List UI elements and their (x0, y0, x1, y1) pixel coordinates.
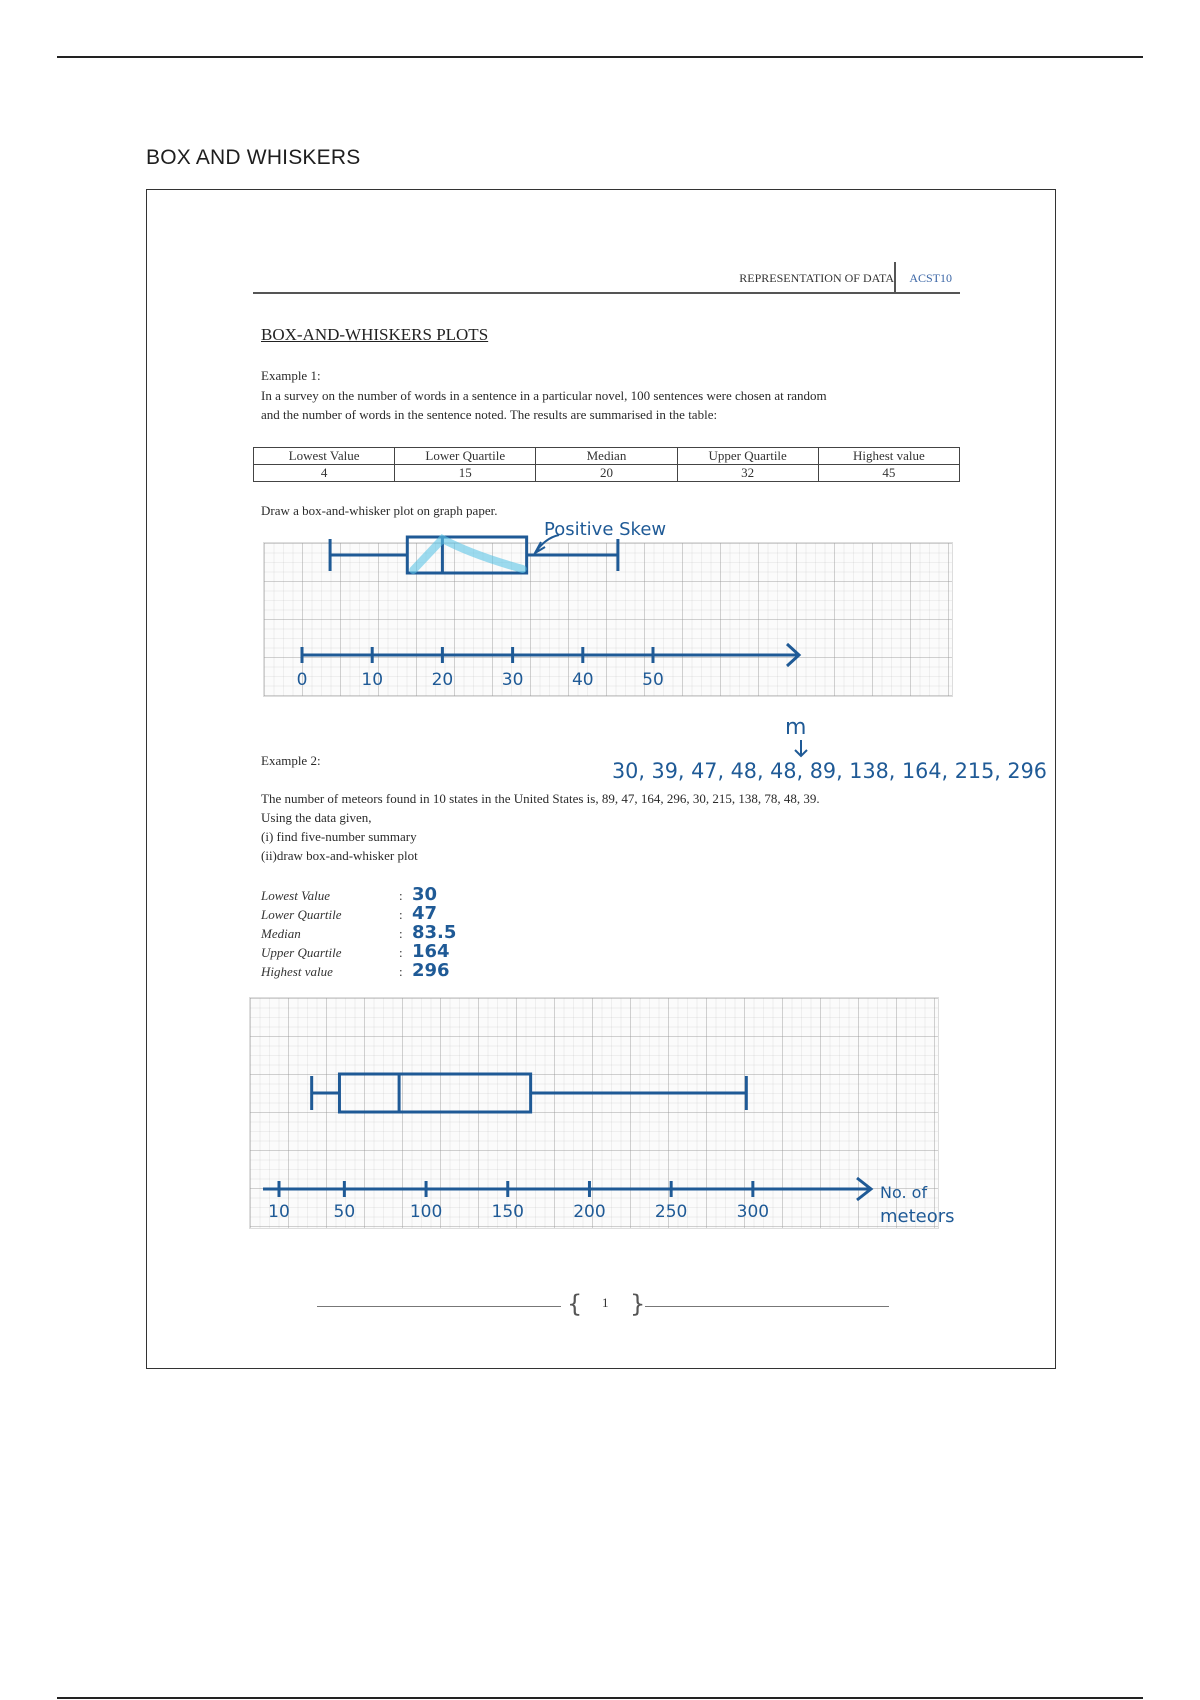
example1-label: Example 1: (261, 368, 321, 383)
example1-instruction: Draw a box-and-whisker plot on graph paper. (261, 503, 498, 518)
median-marker: m (785, 715, 807, 740)
summary-value-median: 83.5 (412, 922, 457, 943)
axis2-tick-label: 300 (736, 1202, 770, 1222)
footer-line-right (645, 1306, 889, 1307)
axis2-tick-label: 200 (573, 1202, 606, 1222)
table-header-cell: Lowest Value (254, 448, 395, 465)
footer-line-left (317, 1306, 561, 1307)
table-value-cell: 4 (254, 465, 395, 482)
axis2-tick-label: 10 (268, 1202, 290, 1222)
summary-colon: : (399, 888, 403, 903)
example1-text-line1: In a survey on the number of words in a sentence in a particular novel, 100 sentences were chosen at random (261, 388, 827, 403)
positive-skew-note: Positive Skew (544, 519, 667, 540)
footer-brace-left: { (567, 1290, 583, 1318)
axis1-tick-label: 0 (296, 670, 308, 690)
document-page (146, 189, 1056, 1369)
table-value-cell: 20 (536, 465, 677, 482)
table-header-cell: Upper Quartile (677, 448, 818, 465)
example2-text-line2: Using the data given, (261, 810, 372, 825)
sorted-data-note: 30, 39, 47, 48, 48, 89, 138, 164, 215, 296 (612, 759, 1047, 783)
axis1-tick-label: 50 (642, 670, 664, 690)
summary-value-highest: 296 (412, 960, 450, 981)
page-number: 1 (602, 1295, 609, 1310)
summary-colon: : (399, 964, 403, 979)
example2-boxplot (312, 1074, 747, 1112)
axis2-tick-label: 50 (333, 1202, 356, 1222)
axis2-tick-label: 100 (409, 1202, 443, 1222)
table-value-cell: 45 (818, 465, 959, 482)
summary-label-lower-quartile: Lower Quartile (261, 907, 342, 922)
arrow-down-icon (795, 740, 807, 756)
footer-brace-right: } (630, 1290, 646, 1318)
summary-colon: : (399, 926, 403, 941)
axis2-tick-label: 150 (491, 1202, 524, 1222)
header-course-code: ACST10 (909, 271, 952, 285)
summary-colon: : (399, 945, 403, 960)
axis2-label-line1: No. of (880, 1183, 928, 1202)
example2-text-line4: (ii)draw box-and-whisker plot (261, 848, 418, 863)
summary-value-lower-quartile: 47 (412, 903, 438, 924)
axis1-ticks (297, 647, 664, 690)
axis1-tick-label: 40 (571, 670, 594, 690)
example2-text-line3: (i) find five-number summary (261, 829, 417, 844)
axis1-tick-label: 20 (431, 670, 454, 690)
table-header-cell: Highest value (818, 448, 959, 465)
page-heading: BOX AND WHISKERS (146, 146, 361, 169)
summary-label-upper-quartile: Upper Quartile (261, 945, 342, 960)
header-section-title: REPRESENTATION OF DATA (739, 271, 894, 285)
summary-value-upper-quartile: 164 (412, 941, 450, 962)
top-rule (57, 56, 1143, 58)
handwriting-overlay (147, 190, 1057, 1370)
boxplot2-box (339, 1074, 530, 1112)
skew-highlight (413, 539, 522, 570)
axis1-tick-label: 30 (501, 670, 524, 690)
table-value-cell: 15 (395, 465, 536, 482)
summary-value-lowest: 30 (412, 884, 438, 905)
axis2-tick-label: 250 (654, 1202, 688, 1222)
table-value-cell: 32 (677, 465, 818, 482)
example1-text-line2: and the number of words in the sentence noted. The results are summarised in the table: (261, 407, 718, 422)
summary-label-highest: Highest value (261, 964, 333, 979)
summary-label-median: Median (261, 926, 301, 941)
axis1-tick-label: 10 (361, 670, 384, 690)
table-header-cell: Lower Quartile (395, 448, 536, 465)
summary-colon: : (399, 907, 403, 922)
example2-label: Example 2: (261, 753, 321, 768)
axis2-label-line2: meteors (880, 1206, 955, 1227)
document-title: BOX-AND-WHISKERS PLOTS (261, 325, 489, 344)
example2-text-line1: The number of meteors found in 10 states in the United States is, 89, 47, 164, 296, 30, 215, 138, 78, 48, 39. (261, 791, 820, 806)
summary-label-lowest: Lowest Value (261, 888, 330, 903)
bottom-rule (57, 1697, 1143, 1699)
table-header-cell: Median (536, 448, 677, 465)
axis2-ticks (268, 1181, 769, 1222)
